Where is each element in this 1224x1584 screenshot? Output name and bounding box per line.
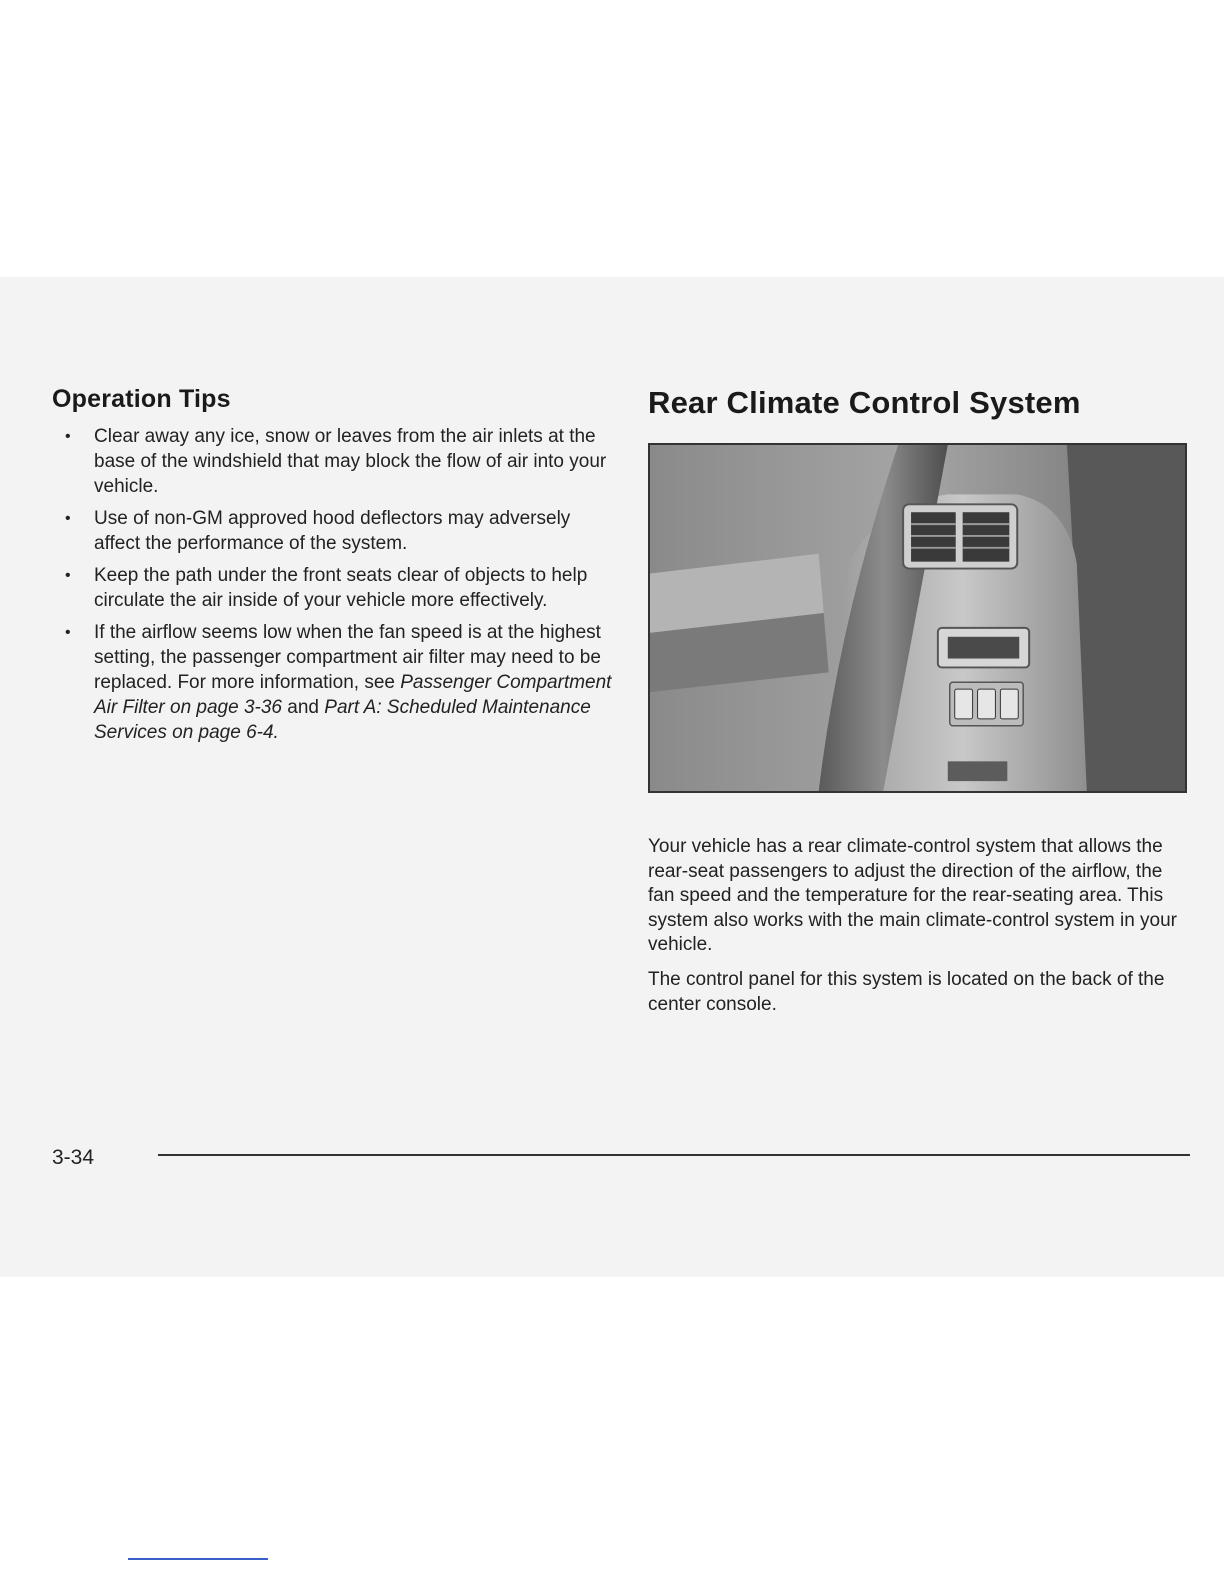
bullet-icon: • (65, 624, 71, 641)
bullet-icon: • (65, 428, 71, 445)
tip-text: Keep the path under the front seats clear of objects to help circulate the air inside of your vehicle more effectively. (94, 565, 588, 611)
footer-divider (158, 1154, 1190, 1156)
bullet-icon: • (65, 567, 71, 584)
tip-text: If the airflow seems low when the fan speed is at the highest setting, the passenger compartment air filter may need to be replaced. For more information, see (94, 622, 601, 693)
tip-join-word: and (287, 697, 319, 718)
list-item (52, 424, 612, 499)
link-underline (128, 1558, 268, 1560)
control-panel-location: The control panel for this system is located on the back of the center console. (648, 969, 1165, 1015)
rear-climate-section (648, 385, 1193, 421)
list-item (52, 506, 612, 556)
operation-tips-section (52, 385, 612, 752)
tip-text: Clear away any ice, snow or leaves from the air inlets at the base of the windshield that may block the flow of air into your vehicle. (94, 426, 607, 497)
list-item (52, 563, 612, 613)
cross-reference-air-filter[interactable]: Passenger Compartment Air Filter on page 3-36 (94, 672, 612, 718)
tip-text: Use of non-GM approved hood deflectors may adversely affect the performance of the system. (94, 508, 571, 554)
rear-climate-description: Your vehicle has a rear climate-control system that allows the rear-seat passengers to adjust the direction of the airflow, the fan speed and the temperature for the rear-seating area. This system also works with the main climate-control system in your vehicle. (648, 836, 1177, 955)
rear-climate-heading: Rear Climate Control System (648, 385, 1081, 420)
rear-console-illustration (650, 445, 1185, 791)
list-item (52, 620, 612, 745)
cross-reference-maintenance[interactable]: Part A: Scheduled Maintenance Services on page 6-4. (94, 697, 591, 743)
page-number: 3-34 (52, 1146, 95, 1169)
rear-console-photo (648, 443, 1187, 793)
bullet-icon: • (65, 510, 71, 527)
tips-list (52, 424, 612, 745)
operation-tips-heading: Operation Tips (52, 385, 231, 413)
